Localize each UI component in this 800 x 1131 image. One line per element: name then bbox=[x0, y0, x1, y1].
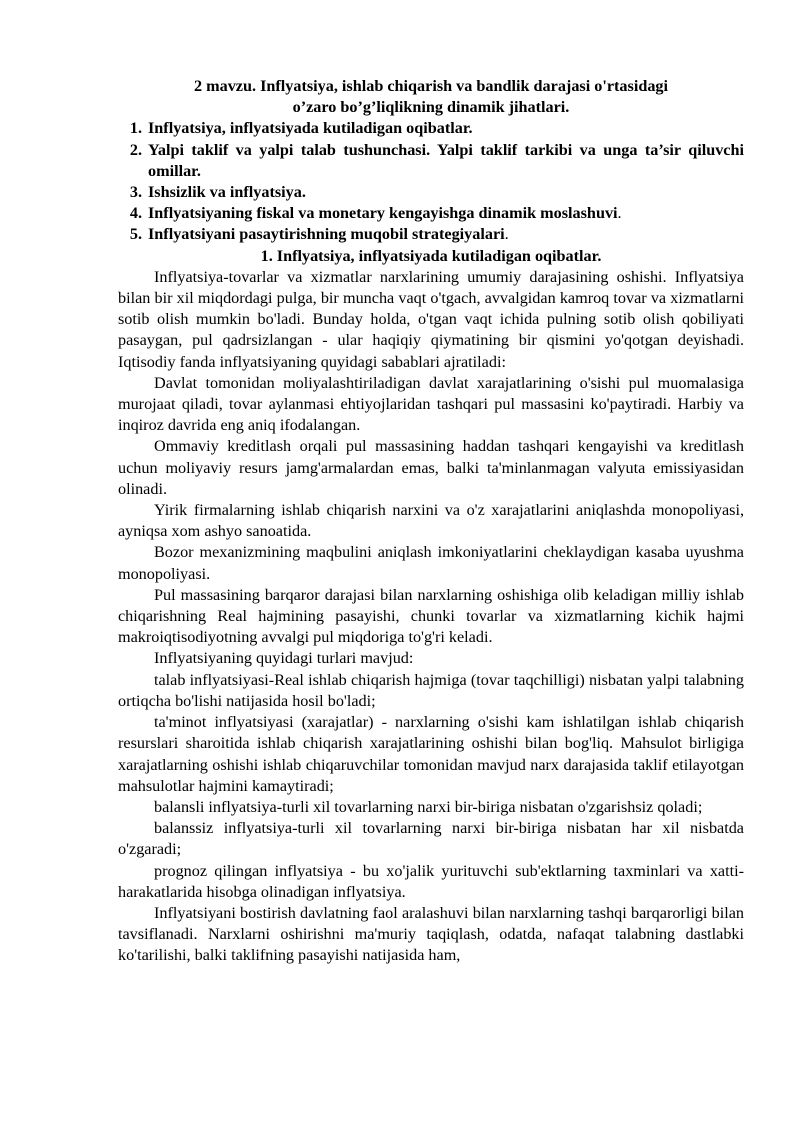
topic-trailing-period: . bbox=[504, 225, 509, 244]
paragraph: Bozor mexanizmining maqbulini aniqlash imkoniyatlarini cheklaydigan kasaba uyushma monopoliyasi. bbox=[118, 543, 744, 583]
topic-text: Inflyatsiyaning fiskal va monetary kengayishga dinamik moslashuvi bbox=[148, 204, 618, 223]
topic-text-wrapper bbox=[148, 203, 744, 224]
topic-number: 3. bbox=[129, 183, 142, 202]
topic-number: 2. bbox=[129, 140, 142, 159]
topic-list bbox=[118, 118, 744, 245]
paragraph: Davlat tomonidan moliyalashtiriladigan davlat xarajatlarining o'sishi pul muomalasiga murojaat qiladi, tovar aylanmasi ehtiyojlaridan tashqari pul massasini ko'paytiradi. Harbiy va inqiroz davrida eng aniq ifodalangan. bbox=[118, 373, 744, 435]
topic-text: Ishsizlik va inflyatsiya. bbox=[148, 183, 306, 202]
paragraph: balansli inflyatsiya-turli xil tovarlarning narxi bir-biriga nisbatan o'zgarishsiz qoladi; bbox=[154, 797, 703, 816]
topic-number: 4. bbox=[129, 204, 142, 223]
paragraph: prognoz qilingan inflyatsiya - bu xo'jalik yurituvchi sub'ektlarning taxminlari va xatti-harakatlarida hisobga olinadigan inflyatsiya. bbox=[118, 861, 744, 901]
paragraph: Ommaviy kreditlash orqali pul massasining haddan tashqari kengayishi va kreditlash uchun moliyaviy resurs jamg'armalardan emas, balki ta'minlanmagan valyuta emissiyasidan olinadi. bbox=[118, 437, 744, 498]
paragraph: Inflyatsiyani bostirish davlatning faol aralashuvi bilan narxlarning tashqi barqarorligi bilan tavsiflanadi. Narxlarni oshirishni ma'muriy taqiqlash, odatda, nafaqat talabning dastlabki ko'tarilishi, balki taklifning pasayishi natijasida ham, bbox=[118, 903, 744, 965]
paragraph: Yirik firmalarning ishlab chiqarish narxini va o'z xarajatlarini aniqlashda monopoliyasi, ayniqsa xom ashyo sanoatida. bbox=[118, 501, 744, 541]
title-line-1: 2 mavzu. Inflyatsiya, ishlab chiqarish va bandlik darajasi o'rtasidagi bbox=[193, 77, 669, 95]
paragraph: balanssiz inflyatsiya-turli xil tovarlarning narxi bir-biriga nisbatan har xil nisbatda o'zgaradi; bbox=[118, 819, 744, 859]
document-page bbox=[118, 76, 744, 967]
topic-item bbox=[118, 224, 744, 245]
title-line-2: o’zaro bo’g’liqlikning dinamik jihatlari. bbox=[292, 98, 570, 117]
topic-number: 1. bbox=[129, 119, 142, 138]
topic-item bbox=[118, 118, 744, 139]
paragraph: Inflyatsiya-tovarlar va xizmatlar narxlarining umumiy darajasining oshishi. Inflyatsiya bilan bir xil miqdordagi pulga, bir muncha vaqt o'tgach, avvalgidan kamroq tovar va xizmatlarni sotib olish mumkin bo'ladi. Bunday holda, o'tgan vaqt ichida pulning sotib olish qobiliyati pasaygan, pul qadrsizlangan - ular haqiqiy qiymatining bir qismini yo'qotgan deyishadi. Iqtisodiy fanda inflyatsiyaning quyidagi sabablari ajratiladi: bbox=[118, 267, 744, 371]
paragraph: Pul massasining barqaror darajasi bilan narxlarning oshishiga olib keladigan milliy ishlab chiqarishning Real hajmining pasayishi, chunki tovarlar va xizmatlarning kichik hajmi makroiqtisodiyotning avvalgi pul miqdoriga to'g'ri keladi. bbox=[118, 585, 744, 647]
section-heading: 1. Inflyatsiya, inflyatsiyada kutiladigan oqibatlar. bbox=[260, 246, 602, 265]
topic-item bbox=[118, 182, 744, 203]
topic-text: Yalpi taklif va yalpi talab tushunchasi. Yalpi taklif tarkibi va unga ta’sir qiluvchi omillar. bbox=[148, 140, 744, 180]
document-title bbox=[118, 76, 744, 118]
topic-item bbox=[118, 140, 744, 182]
paragraph: talab inflyatsiyasi-Real ishlab chiqarish hajmiga (tovar taqchilligi) nisbatan yalpi talabning ortiqcha bo'lishi natijasida hosil bo'ladi; bbox=[118, 670, 744, 710]
topic-text-wrapper bbox=[148, 224, 744, 245]
paragraph: ta'minot inflyatsiyasi (xarajatlar) - narxlarning o'sishi kam ishlatilgan ishlab chiqarish resurslari sharoitida ishlab chiqarish xarajatlarining oshishi bilan bog'liq. Mahsulot birligiga xarajatlarning oshishi ishlab chiqaruvchilar tomonidan mavjud narx darajasida taklif etilayotgan mahsulotlar hajmini kamaytiradi; bbox=[118, 713, 744, 795]
topic-trailing-period: . bbox=[617, 204, 622, 223]
paragraph: Inflyatsiyaning quyidagi turlari mavjud: bbox=[154, 649, 414, 668]
topic-number: 5. bbox=[129, 225, 142, 244]
topic-item bbox=[118, 203, 744, 224]
topic-text: Inflyatsiya, inflyatsiyada kutiladigan oqibatlar. bbox=[148, 119, 473, 138]
topic-text: Inflyatsiyani pasaytirishning muqobil strategiyalari bbox=[148, 225, 505, 244]
